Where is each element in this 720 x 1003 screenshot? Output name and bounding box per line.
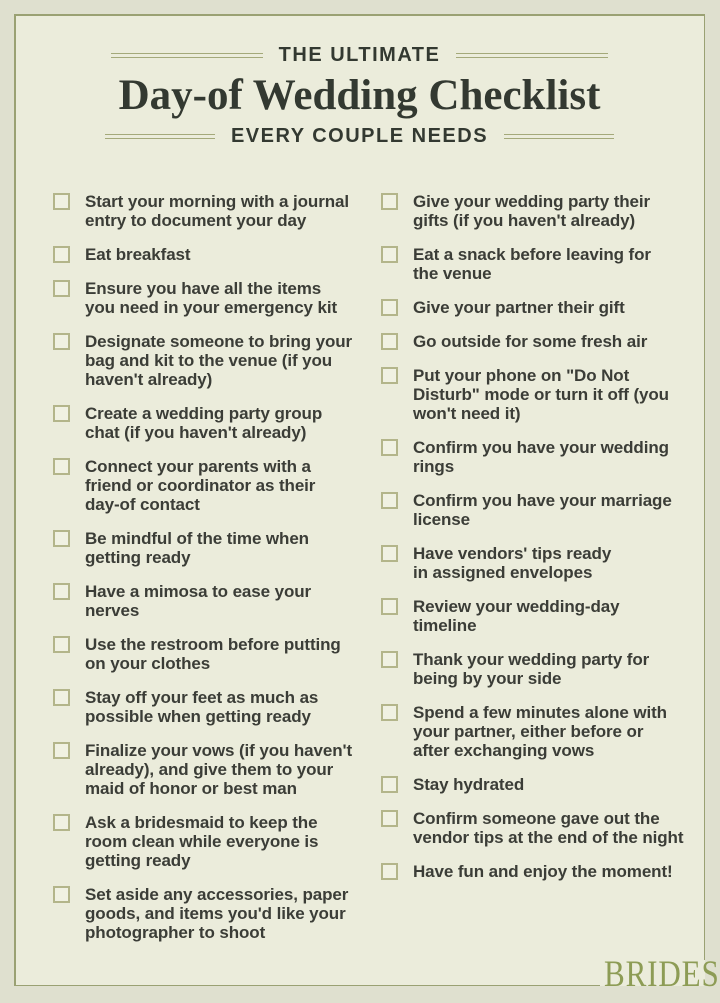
header bbox=[14, 44, 705, 147]
item-checkbox[interactable] bbox=[53, 636, 70, 653]
item-label: Thank your wedding party for being by your side bbox=[413, 650, 650, 688]
checklist-item bbox=[53, 813, 352, 870]
item-checkbox[interactable] bbox=[381, 651, 398, 668]
frame-border-bottom bbox=[14, 985, 600, 987]
item-label: Ask a bridesmaid to keep the room clean while everyone is getting ready bbox=[85, 813, 319, 870]
checklist-item bbox=[53, 404, 352, 442]
item-checkbox[interactable] bbox=[381, 776, 398, 793]
checklist-item bbox=[53, 279, 352, 317]
item-checkbox[interactable] bbox=[53, 246, 70, 263]
header-eyebrow: THE ULTIMATE bbox=[278, 44, 441, 66]
item-checkbox[interactable] bbox=[53, 530, 70, 547]
item-checkbox[interactable] bbox=[381, 439, 398, 456]
header-subtitle: EVERY COUPLE NEEDS bbox=[230, 125, 489, 147]
checklist-column-left bbox=[53, 192, 352, 942]
item-checkbox[interactable] bbox=[53, 333, 70, 350]
checklist-item bbox=[381, 332, 683, 351]
item-label: Finalize your vows (if you haven't already), and give them to your maid of honor or best man bbox=[85, 741, 353, 798]
item-label: Review your wedding-day timeline bbox=[413, 597, 620, 635]
eyebrow-rule-right bbox=[456, 53, 608, 58]
item-label: Have vendors' tips ready in assigned envelopes bbox=[413, 544, 612, 582]
item-checkbox[interactable] bbox=[53, 458, 70, 475]
item-checkbox[interactable] bbox=[53, 583, 70, 600]
checklist-item bbox=[53, 457, 352, 514]
checklist-item bbox=[381, 544, 683, 582]
item-label: Eat a snack before leaving for the venue bbox=[413, 245, 651, 283]
header-subtitle-row bbox=[14, 125, 705, 147]
item-label: Start your morning with a journal entry to document your day bbox=[85, 192, 349, 230]
item-label: Put your phone on "Do Not Disturb" mode or turn it off (you won't need it) bbox=[413, 366, 669, 423]
item-label: Give your partner their gift bbox=[413, 298, 625, 317]
header-eyebrow-row bbox=[14, 44, 705, 66]
checklist-item bbox=[381, 438, 683, 476]
checklist-item bbox=[381, 366, 683, 423]
item-label: Eat breakfast bbox=[85, 245, 191, 264]
item-checkbox[interactable] bbox=[381, 545, 398, 562]
item-checkbox[interactable] bbox=[53, 193, 70, 210]
item-label: Confirm someone gave out the vendor tips at the end of the night bbox=[413, 809, 684, 847]
item-checkbox[interactable] bbox=[53, 689, 70, 706]
item-label: Give your wedding party their gifts (if you haven't already) bbox=[413, 192, 651, 230]
item-checkbox[interactable] bbox=[53, 280, 70, 297]
page-title: Day-of Wedding Checklist bbox=[118, 72, 601, 119]
checklist-item bbox=[381, 597, 683, 635]
subtitle-rule-left bbox=[105, 134, 215, 139]
checklist-item bbox=[53, 582, 352, 620]
item-checkbox[interactable] bbox=[381, 863, 398, 880]
item-label: Have a mimosa to ease your nerves bbox=[85, 582, 312, 620]
checklist-item bbox=[381, 192, 683, 230]
eyebrow-rule-left bbox=[111, 53, 263, 58]
item-label: Use the restroom before putting on your clothes bbox=[85, 635, 341, 673]
item-label: Have fun and enjoy the moment! bbox=[413, 862, 673, 881]
item-label: Set aside any accessories, paper goods, and items you'd like your photographer to shoot bbox=[85, 885, 349, 942]
checklist-item bbox=[381, 298, 683, 317]
item-checkbox[interactable] bbox=[53, 814, 70, 831]
item-label: Stay off your feet as much as possible when getting ready bbox=[85, 688, 319, 726]
item-checkbox[interactable] bbox=[53, 405, 70, 422]
item-label: Create a wedding party group chat (if you haven't already) bbox=[85, 404, 323, 442]
item-checkbox[interactable] bbox=[381, 299, 398, 316]
checklist-item bbox=[53, 688, 352, 726]
checklist-item bbox=[53, 192, 352, 230]
item-label: Connect your parents with a friend or coordinator as their day-of contact bbox=[85, 457, 316, 514]
brides-logo: BRIDES bbox=[604, 954, 720, 995]
checklist-item bbox=[381, 862, 683, 881]
frame-border-top bbox=[14, 14, 705, 16]
subtitle-rule-right bbox=[504, 134, 614, 139]
checklist-item bbox=[53, 741, 352, 798]
item-label: Ensure you have all the items you need in your emergency kit bbox=[85, 279, 338, 317]
checklist-item bbox=[381, 809, 683, 847]
checklist-item bbox=[53, 635, 352, 673]
frame-border-left bbox=[14, 14, 16, 986]
checklist-item bbox=[381, 491, 683, 529]
checklist-item bbox=[381, 703, 683, 760]
item-label: Designate someone to bring your bag and kit to the venue (if you haven't already) bbox=[85, 332, 353, 389]
item-label: Stay hydrated bbox=[413, 775, 525, 794]
item-checkbox[interactable] bbox=[381, 810, 398, 827]
item-checkbox[interactable] bbox=[381, 367, 398, 384]
item-checkbox[interactable] bbox=[381, 333, 398, 350]
checklist-column-right bbox=[381, 192, 683, 881]
item-label: Confirm you have your marriage license bbox=[413, 491, 672, 529]
checklist-item bbox=[53, 529, 352, 567]
checklist-item bbox=[53, 245, 352, 264]
item-label: Spend a few minutes alone with your partner, either before or after exchanging vows bbox=[413, 703, 667, 760]
item-checkbox[interactable] bbox=[381, 193, 398, 210]
checklist-item bbox=[53, 332, 352, 389]
item-checkbox[interactable] bbox=[381, 704, 398, 721]
item-checkbox[interactable] bbox=[381, 246, 398, 263]
checklist-item bbox=[381, 650, 683, 688]
item-label: Be mindful of the time when getting ready bbox=[85, 529, 309, 567]
item-checkbox[interactable] bbox=[381, 492, 398, 509]
item-checkbox[interactable] bbox=[53, 886, 70, 903]
item-label: Confirm you have your wedding rings bbox=[413, 438, 669, 476]
item-checkbox[interactable] bbox=[381, 598, 398, 615]
item-checkbox[interactable] bbox=[53, 742, 70, 759]
checklist-item bbox=[381, 245, 683, 283]
item-label: Go outside for some fresh air bbox=[413, 332, 648, 351]
frame-border-right bbox=[704, 14, 706, 960]
checklist-item bbox=[53, 885, 352, 942]
checklist-item bbox=[381, 775, 683, 794]
